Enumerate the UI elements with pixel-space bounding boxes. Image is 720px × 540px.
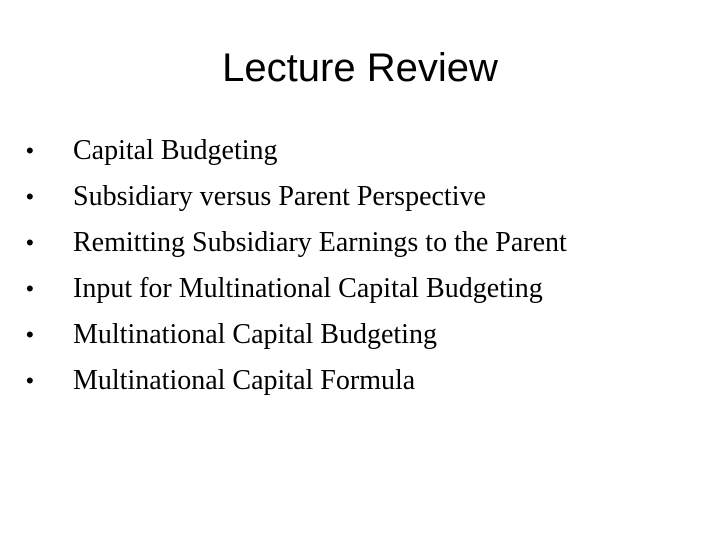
bullet-text: Subsidiary versus Parent Perspective: [73, 181, 486, 212]
bullet-text: Multinational Capital Budgeting: [73, 319, 437, 350]
bullet-item-multinational-formula: [26, 358, 706, 404]
bullet-icon: •: [26, 230, 34, 255]
bullet-text: Capital Budgeting: [73, 135, 278, 166]
bullet-item-remitting-earnings: [26, 220, 706, 266]
bullet-icon: •: [26, 322, 34, 347]
bullet-icon: •: [26, 368, 34, 393]
bullet-text: Multinational Capital Formula: [73, 365, 416, 396]
bullet-icon: •: [26, 138, 34, 163]
bullet-item-multinational-budgeting: [26, 312, 706, 358]
bullet-item-capital-budgeting: [26, 128, 706, 174]
bullet-text: Input for Multinational Capital Budgeting: [73, 273, 543, 304]
bullet-icon: •: [26, 276, 34, 301]
bullet-item-input-multinational: [26, 266, 706, 312]
bullet-list: [26, 128, 706, 404]
slide-title: Lecture Review: [222, 46, 498, 90]
bullet-icon: •: [26, 184, 34, 209]
bullet-text: Remitting Subsidiary Earnings to the Parent: [73, 227, 567, 258]
bullet-item-subsidiary-vs-parent: [26, 174, 706, 220]
